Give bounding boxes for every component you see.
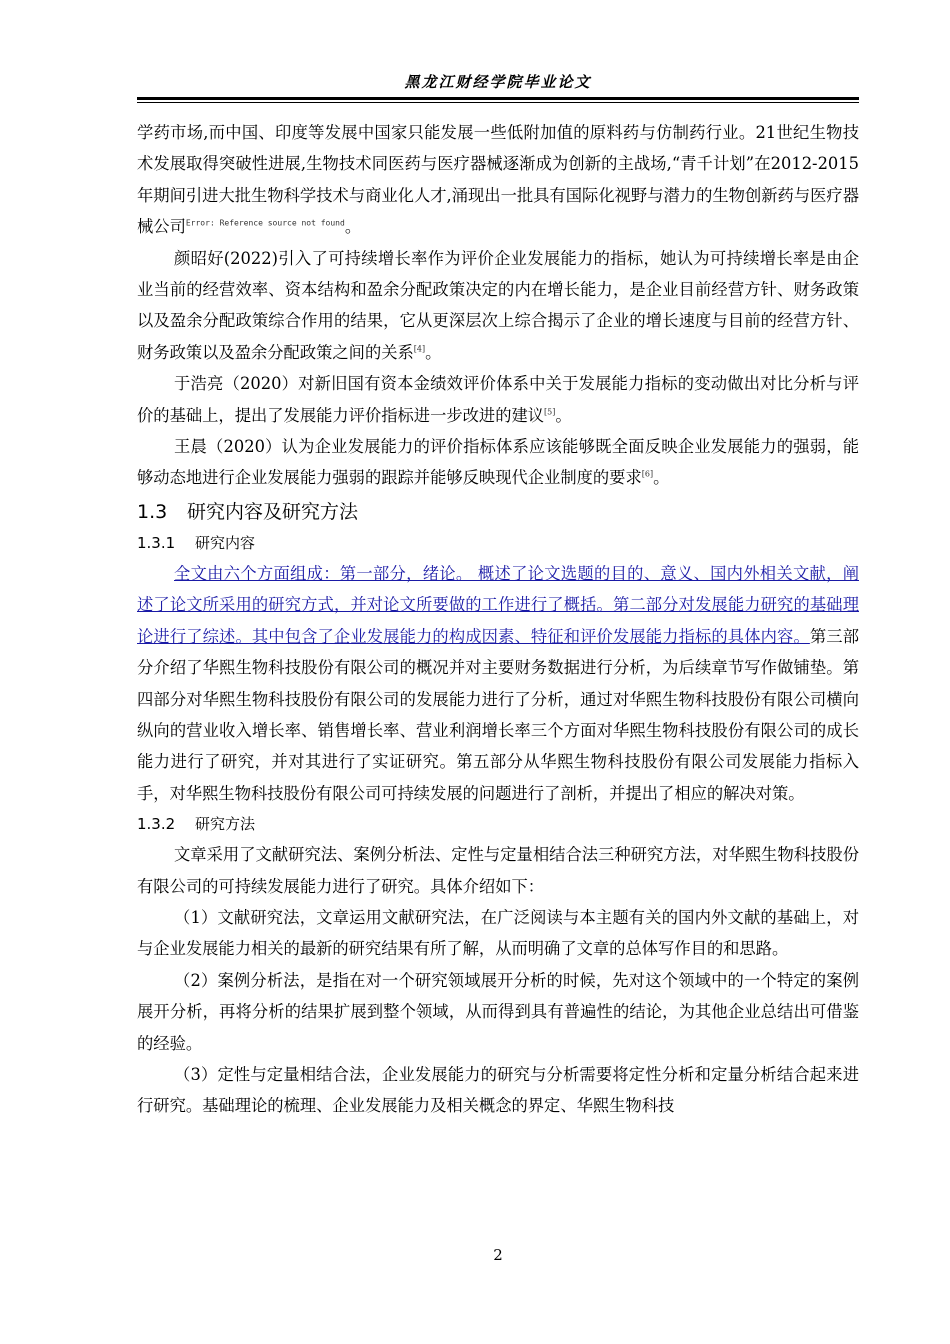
page-header-title: 黑龙江财经学院毕业论文 (404, 73, 592, 91)
header-rule-thin (137, 102, 859, 103)
paragraph-1 (137, 117, 859, 243)
structure-overview-link[interactable]: 全文由六个方面组成：第一部分，绪论。 概述了论文选题的目的、意义、国内外相关文献，阐述了论文所采用的研究方式，并对论文所要做的工作进行了概括。第二部分对发展能力研究的基础理论进行了综述。其中包含了企业发展能力的构成因素、特征和评价发展能力指标的具体内容。 (137, 563, 859, 646)
paragraph-4-text: 王晨（2020）认为企业发展能力的评价指标体系应该能够既全面反映企业发展能力的强弱，能够动态地进行企业发展能力强弱的跟踪并能够反映现代企业制度的要求 (137, 437, 859, 488)
reference-error-note: Error: Reference source not found (185, 218, 345, 228)
paragraph-1-end: 。 (344, 217, 362, 237)
subsection-title: 研究方法 (195, 815, 256, 834)
paragraph-2-text: 颜昭好(2022)引入了可持续增长率作为评价企业发展能力的指标，她认为可持续增长率是由企业当前的经营效率、资本结构和盈余分配政策决定的内在增长能力，是企业目前经营方针、财务政策以及盈余分配政策综合作用的结果，它从更深层次上综合揭示了企业的增长速度与目前的经营方针、财务政策以及盈余分配政策之间的关系 (137, 248, 859, 362)
paragraph-4 (137, 431, 859, 494)
paragraph-5-text: 第三部分介绍了华熙生物科技股份有限公司的概况并对主要财务数据进行分析，为后续章节写作做铺垫。第四部分对华熙生物科技股份有限公司的发展能力进行了分析，通过对华熙生物科技股份有限公司横向纵向的营业收入增长率、销售增长率、营业利润增长率三个方面对华熙生物科技股份有限公司的成长能力进行了研究，并对其进行了实证研究。第五部分从华熙生物科技股份有限公司发展能力指标入手，对华熙生物科技股份有限公司可持续发展的问题进行了剖析，并提出了相应的解决对策。 (137, 626, 859, 803)
subsection-title: 研究内容 (195, 533, 256, 552)
paragraph-6: 文章采用了文献研究法、案例分析法、定性与定量相结合法三种研究方法，对华熙生物科技股份有限公司的可持续发展能力进行了研究。具体介绍如下： (137, 845, 859, 896)
citation-5[interactable]: [5] (544, 407, 556, 417)
section-heading-1-3 (137, 496, 859, 528)
subsection-heading-1-3-1 (137, 528, 859, 558)
citation-6[interactable]: [6] (641, 470, 654, 480)
paragraph-3 (137, 368, 859, 431)
paragraph-8: （2）案例分析法，是指在对一个研究领域展开分析的时候，先对这个领域中的一个特定的案例展开分析，再将分析的结果扩展到整个领域，从而得到具有普遍性的结论，为其他企业总结出可借鉴的经验。 (137, 970, 859, 1053)
page-number: 2 (493, 1246, 503, 1264)
page-body (137, 117, 859, 1122)
section-title: 研究内容及研究方法 (187, 500, 359, 523)
paragraph-5 (137, 558, 859, 809)
paragraph-4-end: 。 (653, 468, 670, 488)
citation-4[interactable]: [4] (413, 344, 426, 354)
header-rule (137, 97, 859, 100)
paragraph-2 (137, 243, 859, 369)
paragraph-3-end: 。 (555, 405, 572, 425)
subsection-heading-1-3-2 (137, 809, 859, 839)
subsection-number: 1.3.1 (137, 533, 176, 552)
paragraph-7: （1）文献研究法，文章运用文献研究法，在广泛阅读与本主题有关的国内外文献的基础上，对与企业发展能力相关的最新的研究结果有所了解，从而明确了文章的总体写作目的和思路。 (137, 907, 859, 959)
paragraph-9: （3）定性与定量相结合法，企业发展能力的研究与分析需要将定性分析和定量分析结合起来进行研究。基础理论的梳理、企业发展能力及相关概念的界定、华熙生物科技 (137, 1064, 859, 1116)
paragraph-1-text: 学药市场,而中国、印度等发展中国家只能发展一些低附加值的原料药与仿制药行业。21世纪生物技术发展取得突破性进展,生物技术同医药与医疗器械逐渐成为创新的主战场,“青千计划”在2012-2015年期间引进大批生物科学技术与商业化人才,涌现出一批具有国际化视野与潜力的生物创新药与医疗器械公司 (137, 123, 859, 237)
subsection-number: 1.3.2 (137, 815, 176, 834)
paragraph-2-end: 。 (425, 342, 442, 362)
section-number: 1.3 (137, 500, 168, 523)
paragraph-3-text: 于浩亮（2020）对新旧国有资本金绩效评价体系中关于发展能力指标的变动做出对比分析与评价的基础上，提出了发展能力评价指标进一步改进的建议 (137, 374, 859, 425)
